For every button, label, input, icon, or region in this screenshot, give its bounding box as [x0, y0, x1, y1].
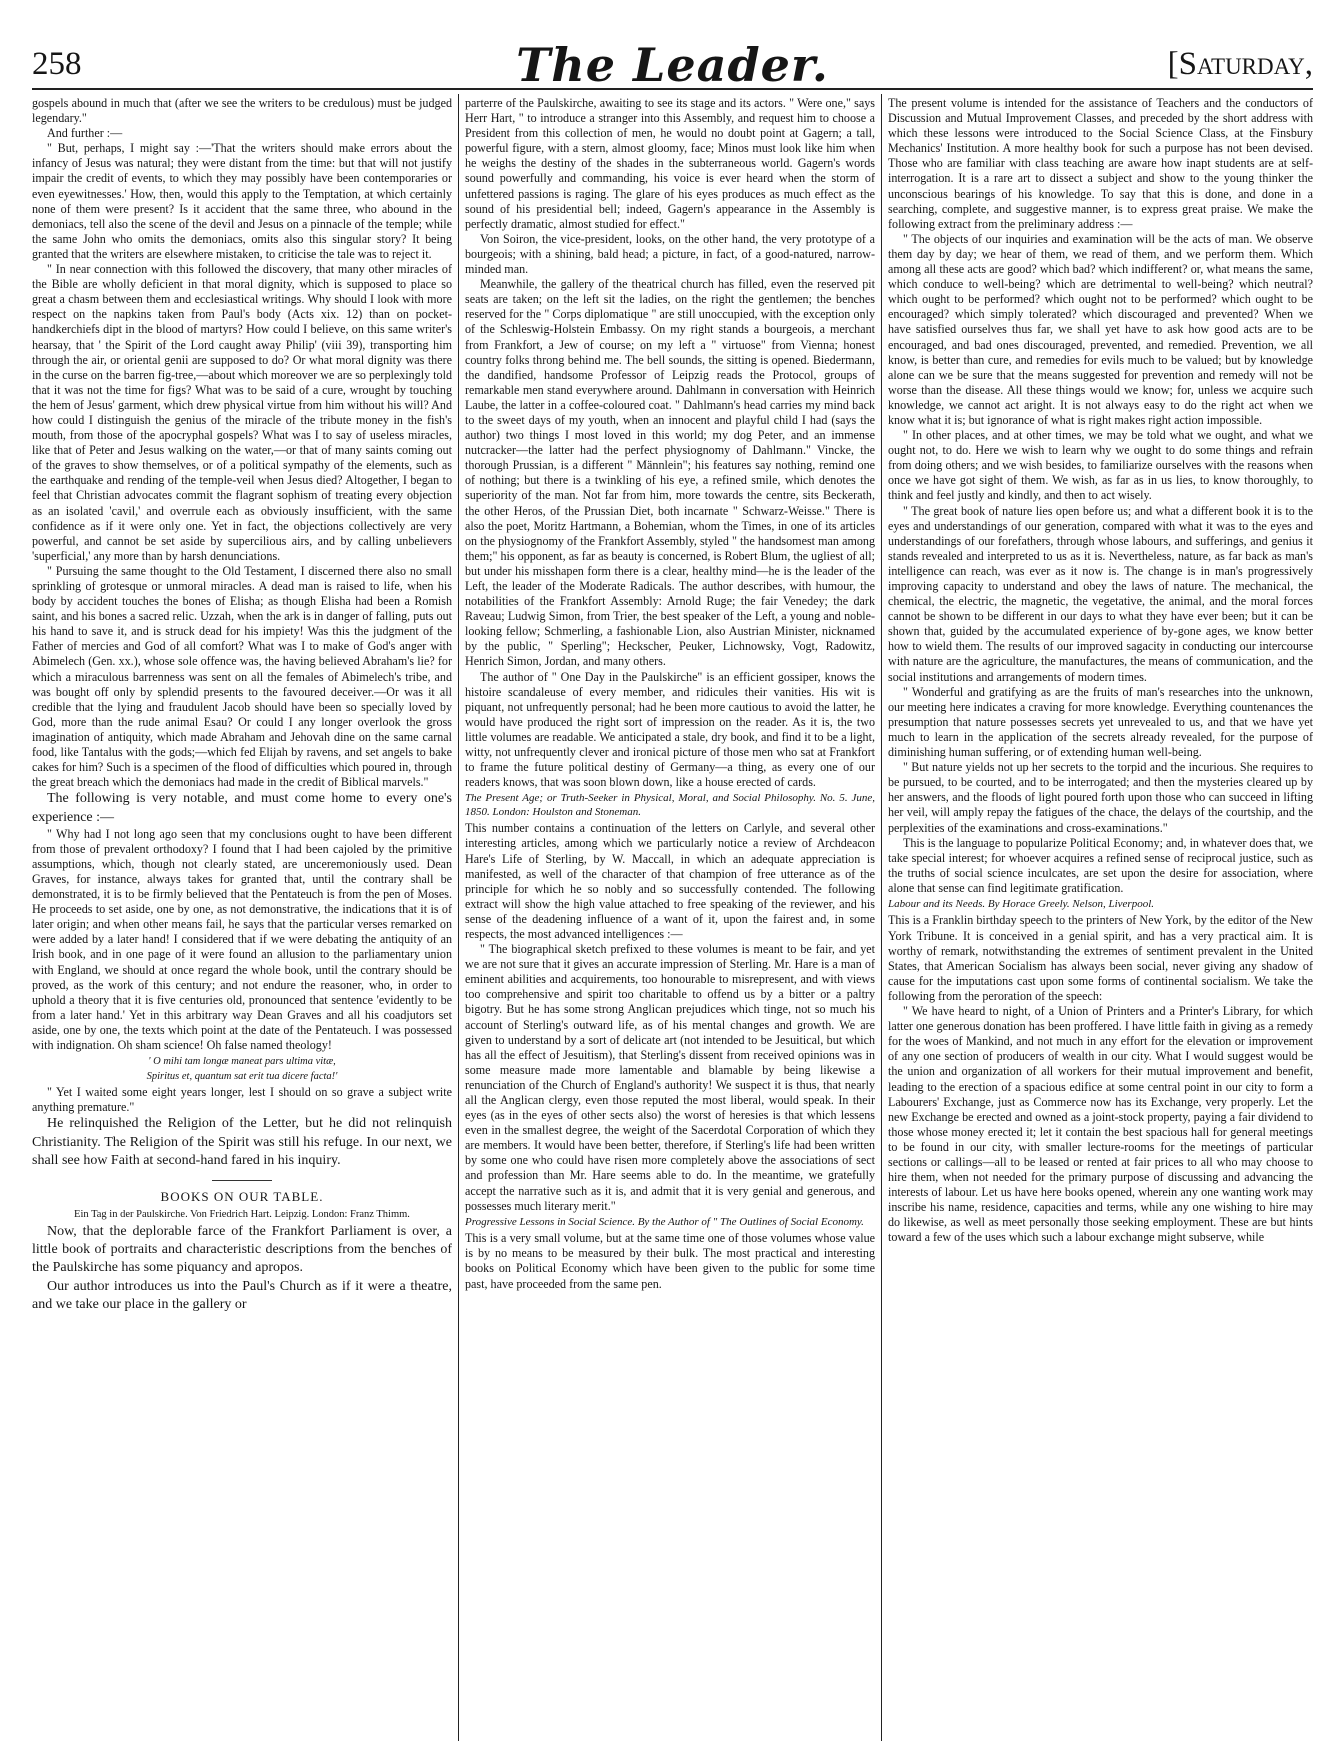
paragraph: The present volume is intended for the assistance of Teachers and the conductors of Discussion and Mutual Improvement Classes, and preceded by the short address with which these lessons were introduced to the Social Science Class, at the Finsbury Mechanics' Institution. A more healthy book for such a purpose has not been devised. Those who are familiar with class teaching are aware how inapt students are at self-interrogation. It is a rare art to dissect a subject and show to the young thinker the unconscious bearings of his knowledge. To say that this is done, and done in a searching, complete, and suggestive manner, is to express great praise. We make the following extract from the preliminary address :—	[888, 96, 1313, 231]
paragraph: This is a very small volume, but at the same time one of those volumes whose value is by no means to be measured by their bulk. The most practical and interesting books on Political Economy which have been given to the public for some time past, have proceeded from the same pen.	[465, 1231, 875, 1291]
quote-paragraph: " We have heard to night, of a Union of Printers and a Printer's Library, for which latter one generous donation has been proffered. I have little faith in giving as a remedy for the woes of Mankind, and not much in any effort for the elevation or improvement of any one section of producers of wealth in our city. What I would suggest would be the union and organization of all workers for their mutual improvement and benefit, leading to the erection of a spacious edifice at some central point in our city to form a Labourers' Exchange, just as Commerce now has its Exchange, very properly. Let the new Exchange be erected and owned as a joint-stock property, paying a fair dividend to those whose money erected it; let it contain the best spacious hall for general meetings to be found in our city, with smaller lecture-rooms for the meetings of particular sections or callings—all to be leased or rented at fair prices to all who may choose to hire them, when not needed for the primary purpose of discussing and advancing the interests of labour. Let us have here books opened, wherein any one wanting work may inscribe his name, residence, capacities and terms, while any one wishing to hire may do likewise, as well as meet personally those seeking employment. These are but hints toward a few of the uses which such a labour exchange might subserve, while	[888, 1004, 1313, 1245]
paragraph: He relinquished the Religion of the Letter, but he did not relinquish Christianity. The Religion of the Spirit was still his refuge. In our next, we shall see how Faith at second-hand fared in his inquiry.	[32, 1116, 452, 1168]
paragraph: This number contains a continuation of the letters on Carlyle, and several other interesting articles, among which we particularly notice a review of Archdeacon Hare's Life of Sterling, by W. Maccall, in which an adequate appreciation is manifested, as well of the character of that champion of free utterance as of the principle for which he so nobly and so successfully contended. The following extract will show the high value attached to free speaking of the reviewer, and his sense of the deadening influence of a want of it, upon the fairest and, in some respects, the most advanced intelligences :—	[465, 821, 875, 941]
verse-line: ' O mihi tam longæ maneat pars ultima vitæ,	[148, 1056, 336, 1068]
quote-paragraph: " The great book of nature lies open before us; and what a different book it is to the eyes and understandings of our generation, compared with what it was to the eyes and understandings of our forefathers, through whose labours, and sufferings, and genius it stands revealed and interpreted to us as it is. Nevertheless, nature, as far back as man's intelligence can reach, was ever as it now is. The change is in man's progressively improving capacity to understand and obey the laws of nature. The mechanical, the chemical, the electric, the magnetic, the vegetative, the animal, and the moral forces cannot be shown to be different in our days to what they have ever been; but it can be shown that, guided by the accumulated experience of by-gone ages, we know better how to wield them. The results of our improved sagacity in conducting our intercourse with nature are the agriculture, the manufactures, the means of communication, and the social institutions and arrangements of modern times.	[888, 503, 1313, 684]
book-reference: Ein Tag in der Paulskirche. Von Friedrich Hart. Leipzig. London: Franz Thimm.	[74, 1209, 410, 1221]
masthead-title: The Leader.	[516, 38, 829, 92]
quote-paragraph: " In near connection with this followed the discovery, that many other miracles of the Bible are wholly deficient in that moral dignity, which is supposed to place so great a chasm between them and ecclesiastical writings. Why should I look with more respect on the napkins taken from Paul's body (Acts xix. 12) than on pocket-handkerchiefs dipt in the blood of martyrs? How could I believe, on this same writer's hearsay, that ' the Spirit of the Lord caught away Philip' (viii 39), transporting him through the air, or oriental genii are supposed to do? Or what moral dignity was there in the curse on the barren fig-tree,—about which moreover we are so perplexingly told that it was not the time for figs? What was to be said of a cure, wrought by touching the hem of Jesus' garment, which drew physical virtue from him without his will? And how could I distinguish the genius of the miracle of the tribute money in the fish's mouth, from those of the apocryphal gospels? What was I to say of useless miracles, like that of Peter and Jesus walking on the water,—or that of many saints coming out of the graves to show themselves, or of a political sympathy of the elements, such as the earthquake and rending of the temple-veil when Jesus died? Altogether, I began to feel that Christian advocates commit the flagrant sophism of treating every objection as an isolated 'cavil,' and overrule each as obviously insufficient, with the same confidence as if it were only one. Yet in fact, the objections collectively are very powerful, and cannot be set aside by supercilious airs, and by calling unbelievers 'superficial,' any more than by harsh denunciations.	[32, 262, 452, 563]
quote-paragraph: " Pursuing the same thought to the Old Testament, I discerned there also no small sprinkling of grotesque or unmoral miracles. A dead man is raised to life, when his body by accident touches the bones of Elisha; as though Elisha had been a Romish saint, and his bones a sacred relic. Uzzah, when the ark is in danger of falling, puts out his hand to save it, and is struck dead for his impiety! Was this the judgment of the Father of mercies and God of all comfort? What was I to make of God's anger with Abimelech (Gen. xx.), whose sole offence was, the having believed Abraham's lie? for which a miraculous barrenness was sent on all the females of Abimelech's tribe, and was bought off only by splendid presents to the favoured deceiver.—Or was it all credible that the lying and fraudulent Jacob should have been so specially loved by God, more than the rude animal Esau? Or could I any longer overlook the gross imagination of antiquity, which made Abraham and Jehovah dine on the same carnal food, like Tantalus with the gods;—which fed Elijah by ravens, and set angels to bake cakes for him? Such is a specimen of the flood of difficulties which poured in, through the great breach which the demoniacs had made in the credit of Biblical marvels."	[32, 563, 452, 790]
paragraph: This is the language to popularize Political Economy; and, in whatever does that, we take special interest; for whoever acquires a refined sense of reciprocal justice, such as the truths of social science inculcates, are set upon the desire for association, where alone that sense can find legitimate gratification.	[888, 835, 1313, 895]
column-divider	[881, 94, 882, 1741]
column-1	[32, 96, 452, 1741]
verse-line: Spiritus et, quantum sat erit tua dicere facta!'	[146, 1071, 338, 1083]
header-rule	[32, 88, 1313, 90]
quote-paragraph: " The biographical sketch prefixed to these volumes is meant to be fair, and yet we are not sure that it gives an accurate impression of Sterling. Mr. Hare is a man of eminent abilities and acquirements, too honourable to misrepresent, and with views too comprehensive and spirit too charitable to offend us by a bitter or a paltry bigotry. But he has some strong Anglican prejudices which tinge, not so much his account of Sterling's outward life, as of his mental changes and growth. We are given to understand by a sort of delicate art (not intended to be Jesuitical, but which has all the effect of Jesuitism), that Sterling's dissent from received opinions was in some measure made more lamentable and blamable by being likewise a renunciation of the Church of England's authority! We suspect it is thus, that nearly all the Anglican clergy, even those reputed the most liberal, would speak. In their eyes (as in the eyes of other sects also) the worst of heresies is that which lessens even in the smallest degree, the weight of the Sacerdotal Corporation of which they are members. It would have been better, therefore, if Sterling's life had been written by some one who could have risen more completely above the associations of sect and profession than Mr. Hare seems able to do. In the meantime, we gratefully accept the narrative such as it is, and admit that it is very genial and generous, and possesses much literary merit."	[465, 942, 875, 1213]
paragraph: And further :—	[47, 126, 123, 141]
section-rule	[212, 1180, 272, 1181]
quote-paragraph: " In other places, and at other times, we may be told what we ought, and what we ought not, to do. Here we wish to learn why we ought to do some things and refrain from doing others; and we wish besides, to familiarize ourselves with the reasons when once we have got sight of them. We wish, as far as in us lies, to know thoroughly, to think and feel justly and kindly, and then to act wisely.	[888, 428, 1313, 503]
paragraph: Meanwhile, the gallery of the theatrical church has filled, even the reserved pit seats are taken; on the left sit the ladies, on the right the gentlemen; the benches reserved for the " Corps diplomatique " are still unoccupied, with the exception only of the Schleswig-Holstein Embassy. On my right stands a bourgeois, a merchant from Frankfort, a Jew of course; on my left a " virtuose" from Vienna; honest country folks throng behind me. The bell sounds, the sitting is opened. Biedermann, the dandified, handsome Professor of Leipzig reads the Protocol, groups of remarkable men stand everywhere around. Dahlmann in conversation with Heinrich Laube, the latter in a coffee-coloured coat. " Dahlmann's head carries my mind back to the sweet days of my youth, when an innocent and playful child I had (says the author) two things I most loved in this world; my dog Peter, and an immense nutcracker—the latter had the perfect physiognomy of Dahlmann." Vincke, the thorough Prussian, is a different " Männlein"; his features say nothing, remind one of nothing; but there is a twinkling of his eye, a refined smile, which denotes the superiority of the man. Not far from him, more towards the centre, sits Beckerath, the other Heros, of the Prussian Diet, both incarnate " Schwarz-Weisse." There is also the poet, Moritz Hartmann, a Bohemian, whom the Times, in one of its articles on the physiognomy of the Frankfort Assembly, styled " the handsomest man among them;" his opponent, as far as beauty is concerned, is Robert Blum, the ugliest of all; but under his misshapen form there is a clear, healthy mind—he is the leader of the Left, the leader of the Moderate Radicals. The author describes, with humour, the notabilities of the Frankfort Assembly: Arnold Ruge; the fair Venedey; the dark Raveau; Ludwig Simon, from Trier, the best speaker of the Left, a young and noble-looking fellow; Schmerling, a fashionable Lion, also Austrian Minister, nicknamed by the public, " Sperling"; Heckscher, Peuker, Lichnowsky, Vogt, Radowitz, Henrich Simon, Jordan, and many others.	[465, 277, 875, 669]
paragraph: The author of " One Day in the Paulskirche" is an efficient gossiper, knows the histoire scandaleuse of every member, and ridicules their vanities. His wit is piquant, not unfrequently personal; had he been more cautious to avoid the latter, he would have produced the right sort of impression on the reader. As it is, the two little volumes are readable. We anticipated a stale, dry book, and find it to be a light, witty, not unfrequently clever and ironical picture of those men who sat at Frankfort to frame the future political destiny of Germany—a thing, as every one of our readers knows, that was soon blown down, like a house erected of cards.	[465, 669, 875, 790]
paragraph: The following is very notable, and must come home to every one's experience :—	[32, 791, 452, 825]
paragraph: parterre of the Paulskirche, awaiting to see its stage and its actors. " Were one," says Herr Hart, " to introduce a stranger into this Assembly, and request him to choose a President from this collection of men, he would no doubt point at Gagern; a tall, powerful figure, with a stern, almost gloomy, face; Minos must look like him when he weighs the destiny of the shades in the subterraneous world. Gagern's words sound powerfully and commanding, his voice is ever heard when the storm of unfettered passions is raging. The glare of his eyes produces as much effect as the sound of his presidential bell; indeed, Gagern's appearance in the Assembly is perfectly dramatic, almost studied for effect."	[465, 96, 875, 231]
book-reference	[465, 1216, 875, 1230]
book-reference-text: Labour and its Needs. By Horace Greely. Nelson, Liverpool.	[888, 897, 1155, 910]
quote-paragraph: " The objects of our inquiries and examination will be the acts of man. We observe them day by day; we hear of them, we read of them, and we perform them. Which among all these acts are good? which bad? which indifferent? or, what means the same, which conduce to well-being? which are detrimental to well-being? which neutral? which ought to be performed? which ought not to be performed? which ought to be encouraged? which simply tolerated? which discouraged and prevented? When we have satisfied ourselves thus far, we shall yet have to ask how good acts are to be encouraged, and bad ones discouraged, prevented, and remedied. Prevention, we all know, is better than cure, and remedies for evils much to be valued; but by knowledge alone can we be sure that the means suggested for prevention and remedy will not be worse than the disease. All these things would we know; for, unless we acquire such knowledge, we cannot act aright. It is not always easy to do the right act when we know what it is; but ignorance of what is right makes right action impossible.	[888, 231, 1313, 427]
paragraph: Now, that the deplorable farce of the Frankfort Parliament is over, a little book of portraits and characteristic descriptions from the benches of the Paulskirche has some piquancy and apropos.	[32, 1224, 452, 1276]
section-title: BOOKS ON OUR TABLE.	[160, 1188, 324, 1204]
column-3	[888, 96, 1313, 1741]
paragraph: Von Soiron, the vice-president, looks, on the other hand, the very prototype of a bourgeois; with a shining, bald head; a picture, in fact, of a good-natured, narrow-minded man.	[465, 231, 875, 277]
quote-paragraph: " Why had I not long ago seen that my conclusions ought to have been different from those of prevalent orthodoxy? I found that I had been cajoled by the primitive assumptions, which, though not clearly stated, are unceremoniously used. Dean Graves, for instance, always takes for granted that, until the contrary shall be demonstrated, it is to be firmly believed that the Pentateuch is from the pen of Moses. He proceeds to set aside, one by one, as not demonstrative, the indications that it is of later origin; and when other means fail, he says that the particular verses remarked on were added by a later hand! I considered that if we were debating the antiquity of an Irish book, and in one page of it were found an allusion to the parliamentary union with England, we should at once regard the whole book, until the contrary should be proved, as the work of this century; and not endure the reasoner, who, in order to uphold a theory that it is five centuries old, pronounced that sentence 'evidently to be from a later hand.' Yet in this arbitrary way Dean Graves and all his coadjutors set aside, one by one, the texts which point at the date of the Pentateuch. I was possessed with indignation. Oh sham science! Oh false named theology!	[32, 826, 452, 1053]
book-reference	[465, 792, 875, 819]
book-reference-text: Progressive Lessons in Social Science. By the Author of " The Outlines of Social Economy.	[465, 1215, 864, 1228]
issue-day: [Saturday,	[1167, 46, 1313, 82]
page-number: 258	[32, 46, 82, 82]
quote-paragraph: " But, perhaps, I might say :—'That the writers should make errors about the infancy of Jesus was natural; they were distant from the time: but that will not justify impair the credit of events, to which they may possibly have been contemporaries or even eyewitnesses.' How, then, would this apply to the Temptation, at which certainly none of them were present? Is it accident that the same three, who abound in the demoniacs, tell also the scene of the devil and Jesus on a pinnacle of the temple; while the same John who omits the demoniacs, omits also this singular story? It being granted that the writers are elsewhere mistaken, to criticise the tale was to reject it.	[32, 141, 452, 261]
book-reference-text: The Present Age; or Truth-Seeker in Physical, Moral, and Social Philosophy. No. 5. June, 1850. London: Houlston and Stoneman.	[465, 792, 875, 818]
column-2	[465, 96, 875, 1741]
paragraph: This is a Franklin birthday speech to the printers of New York, by the editor of the New York Tribune. It is conceived in a genial spirit, and has a very practical aim. It is worthy of remark, notwithstanding the extremes of sentiment prevalent in the United States, that American Socialism has always been social, never giving any shadow of cause for the imputations cast upon some forms of continental socialism. We take the following from the peroration of the speech:	[888, 913, 1313, 1003]
quote-paragraph: " But nature yields not up her secrets to the torpid and the incurious. She requires to be pursued, to be courted, and to be interrogated; and then the mysteries cleared up by her answers, and the floods of light poured forth upon those who can succeed in lifting her veil, will amply repay the fatigues of the chace, the delays of the courtship, and the perplexities of the examinations and cross-examinations."	[888, 760, 1313, 835]
column-divider	[458, 94, 459, 1741]
quote-paragraph: " Wonderful and gratifying as are the fruits of man's researches into the unknown, our meeting here indicates a craving for more knowledge. Everything countenances the presumption that nature possesses secrets yet unrevealed to us, and that we have yet much to learn in the application of the secrets already revealed, for the purpose of diminishing human suffering, or of extending human well-being.	[888, 684, 1313, 760]
quote-paragraph: " Yet I waited some eight years longer, lest I should on so grave a subject write anything premature."	[32, 1085, 452, 1115]
book-reference	[888, 898, 1313, 912]
paragraph: Our author introduces us into the Paul's Church as if it were a theatre, and we take our place in the gallery or	[32, 1278, 452, 1312]
paragraph: gospels abound in much that (after we see the writers to be credulous) must be judged legendary."	[32, 96, 452, 126]
